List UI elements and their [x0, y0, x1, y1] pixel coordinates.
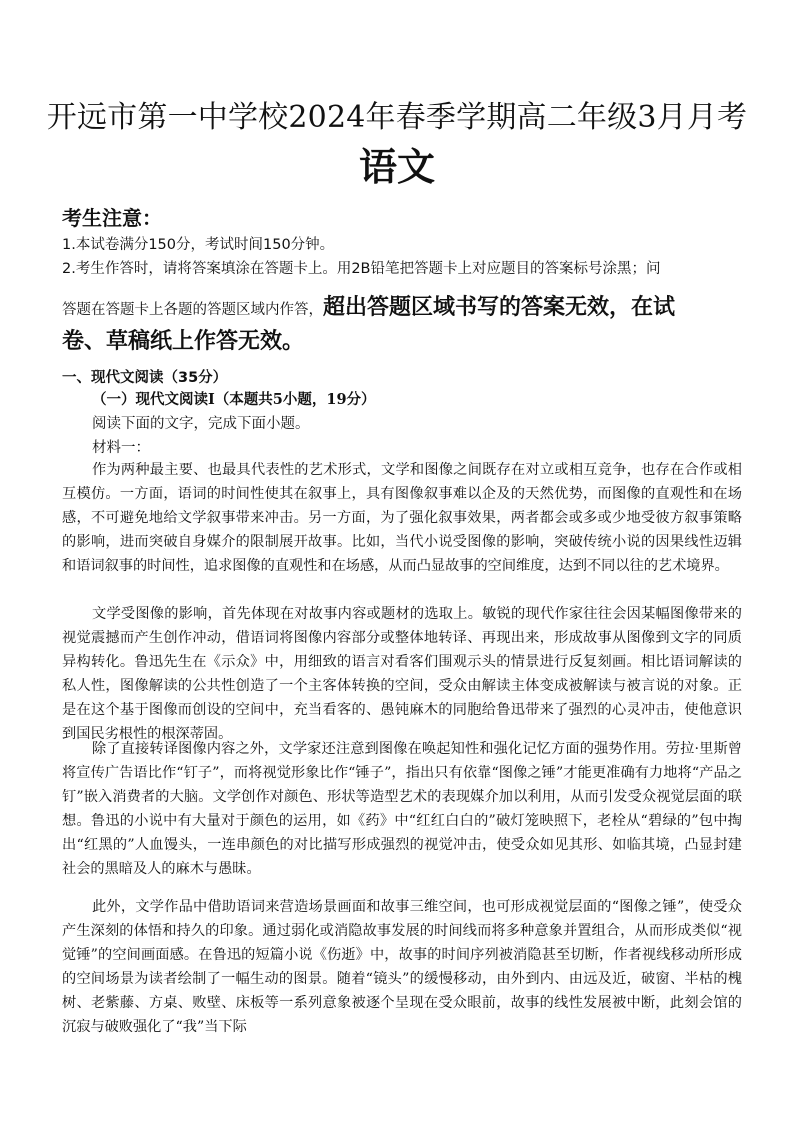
paragraph-text: 除了直接转译图像内容之外，文学家还注意到图像在唤起知性和强化记忆方面的强势作用。劳拉·里斯曾将宣传广告语比作“钉子”，而将视觉形象比作“锤子”，指出只有依靠“图像之锤”才能更准确有力地将“产品之钉”嵌入消费者的大脑。文学创作对颜色、形状等造型艺术的表现媒介加以利用，从而引发受众视觉层面的联想。鲁迅的小说中有大量对于颜色的运用，如《药》中“红红白白的”破灯笼映照下，老栓从“碧绿的”包中掏出“红黑的”人血馒头，一连串颜色的对比描写形成强烈的视觉冲击，使受众如见其形、如临其境，凸显封建社会的黑暗及人的麻木与愚昧。	[62, 741, 742, 877]
section-heading: 一、现代文阅读（35分）	[62, 370, 228, 386]
paragraph-text: 文学受图像的影响，首先体现在对故事内容或题材的选取上。敏锐的现代作家往往会因某幅图像带来的视觉震撼而产生创作冲动，借语词将图像内容部分或整体地转译、再现出来，形成故事从图像到文字的同质异构转化。鲁迅先生在《示众》中，用细致的语言对看客们围观示头的情景进行反复刻画。相比语词解读的私人性，图像解读的公共性创造了一个主客体转换的空间，受众由解读主体变成被解读与被言说的对象。正是在这个基于图像而创设的空间中，充当看客的、愚钝麻木的同胞给鲁迅带来了强烈的心灵冲击，使他意识到国民劣根性的根深蒂固。	[62, 606, 742, 742]
paragraph-text: 作为两种最主要、也最具代表性的艺术形式，文学和图像之间既存在对立或相互竞争，也存在合作或相互模仿。一方面，语词的时间性使其在叙事上，具有图像叙事难以企及的天然优势，而图像的直观性和在场感，不可避免地给文学叙事带来冲击。另一方面，为了强化叙事效果，两者都会或多或少地受彼方叙事策略的影响，进而突破自身媒介的限制展开故事。比如，当代小说受图像的影响，突破传统小说的因果线性迈辑和语词叙事的时间性，追求图像的直观性和在场感，从而凸显故事的空间维度，达到不同以往的艺术境界。	[62, 462, 742, 574]
notice-item-1: 1.本试卷满分150分，考试时间150分钟。	[62, 237, 335, 253]
notice-item-2-emphasis-text-cont: 卷、草稿纸上作答无效。	[62, 329, 305, 354]
paragraph	[62, 895, 742, 1039]
paragraph	[62, 737, 742, 881]
instruction: 阅读下面的文字，完成下面小题。	[92, 416, 310, 432]
notice-item-2-emphasis-text: 超出答题区域书写的答案无效，在试	[323, 295, 676, 320]
paragraph	[62, 458, 742, 578]
paragraph-text: 此外，文学作品中借助语词来营造场景画面和故事三维空间，也可形成视觉层面的“图像之锤”，使受众产生深刻的体悟和持久的印象。通过弱化或消隐故事发展的时间线而将多种意象并置组合，从而形成类似“视觉锤”的空间画面感。在鲁迅的短篇小说《伤逝》中，故事的时间序列被消隐甚至切断，作者视线移动所形成的空间场景为读者绘制了一幅生动的图景。随着“镜头”的缓慢移动，由外到内、由远及近，破窗、半枯的槐树、老紫藤、方桌、败壁、床板等一系列意象被逐个呈现在受众眼前，故事的线性发展被中断，此刻会馆的沉寂与破败强化了“我”当下际	[62, 899, 742, 1035]
paragraph	[62, 602, 742, 742]
notice-title: 考生注意：	[62, 206, 162, 230]
subject-title: 语文	[358, 144, 435, 189]
notice-item-2-line-1: 2.考生作答时，请将答案填涂在答题卡上。用2B铅笔把答题卡上对应题目的答案标号涂黑；问	[62, 261, 661, 277]
exam-title: 开远市第一中学校2024年春季学期高二年级3月月考	[46, 100, 748, 135]
notice-item-2-line-2	[62, 290, 675, 321]
material-label: 材料一：	[92, 440, 150, 456]
notice-item-2-normal-text: 答题在答题卡上各题的答题区域内作答，	[62, 302, 323, 318]
subsection-heading: （一）现代文阅读Ⅰ（本题共5小题，19分）	[92, 391, 376, 408]
